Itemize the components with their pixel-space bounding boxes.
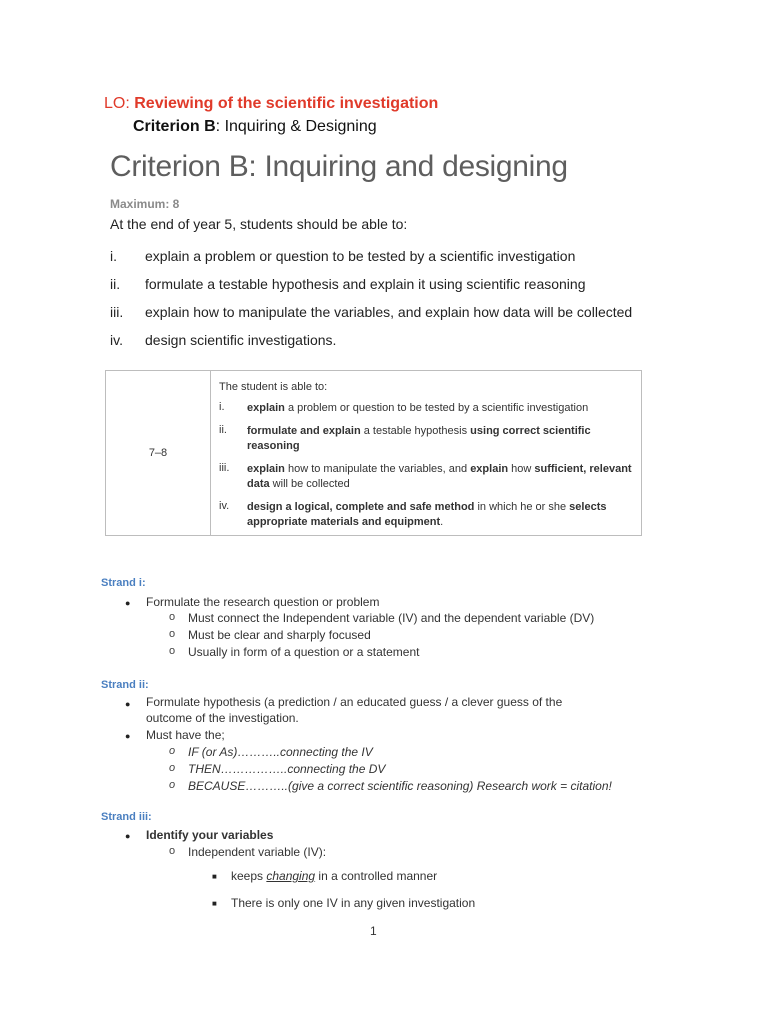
objective-number: iii. <box>110 304 124 320</box>
objective-text: design scientific investigations. <box>145 332 337 348</box>
strand-3-subbullet: Independent variable (IV): <box>188 845 327 859</box>
strand-2-subbullet: THEN……………..connecting the DV <box>188 762 386 776</box>
bullet-dot-icon: ● <box>125 731 131 741</box>
bullet-dot-icon: ● <box>125 598 131 608</box>
rubric-table <box>105 370 642 536</box>
objective-text: explain a problem or question to be tested by a scientific investigation <box>145 248 576 264</box>
rubric-bold-text: sufficient, relevant data <box>247 463 632 490</box>
rubric-bold-text: explain <box>247 463 285 475</box>
strand-2-subbullet: IF (or As)………..connecting the IV <box>188 745 373 759</box>
rubric-bold-text: using correct scientific reasoning <box>247 425 591 452</box>
criterion-title: Criterion B: Inquiring and designing <box>110 150 568 183</box>
strand-1-subbullet: Must connect the Independent variable (IV) and the dependent variable (DV) <box>188 611 595 625</box>
rubric-row-number: iii. <box>219 462 230 474</box>
circle-bullet-icon: o <box>169 611 176 623</box>
rubric-plain-text: how to manipulate the variables, and <box>284 463 471 475</box>
rubric-plain-text: in which he or she <box>474 501 570 513</box>
lo-prefix: LO: <box>104 95 135 112</box>
objectives-intro: At the end of year 5, students should be able to: <box>110 216 408 232</box>
rubric-bold-text: selects appropriate materials and equipment <box>247 501 607 528</box>
rubric-plain-text: a testable hypothesis <box>360 425 471 437</box>
rubric-plain-text: will be collected <box>269 478 350 490</box>
rubric-bold-text: formulate and explain <box>247 425 361 437</box>
rubric-row-number: i. <box>219 401 225 413</box>
page-number: 1 <box>370 924 377 938</box>
circle-bullet-icon: o <box>169 779 176 791</box>
strand-3-square-pre: keeps <box>231 869 267 883</box>
strand-3-square-item: There is only one IV in any given investigation <box>231 896 476 910</box>
rubric-row <box>219 500 637 530</box>
objective-item <box>110 248 670 276</box>
objective-item <box>110 276 670 304</box>
rubric-bold-text: design a logical, complete and safe method <box>247 501 475 513</box>
rubric-row <box>219 462 637 492</box>
strand-2-subbullet: BECAUSE………..(give a correct scientific reasoning) Research work = citation! <box>188 779 612 793</box>
objectives-list <box>110 248 670 360</box>
circle-bullet-icon: o <box>169 628 176 640</box>
rubric-bold-text: explain <box>247 402 285 414</box>
rubric-row <box>219 424 637 454</box>
circle-bullet-icon: o <box>169 845 176 857</box>
strand-3-square-underlined: changing <box>266 869 316 883</box>
rubric-lead: The student is able to: <box>219 381 328 393</box>
rubric-plain-text: how <box>508 463 535 475</box>
objective-number: ii. <box>110 276 121 292</box>
objective-number: iv. <box>110 332 123 348</box>
strand-1-subbullet: Usually in form of a question or a statement <box>188 645 420 659</box>
rubric-row-text <box>247 462 637 492</box>
strand-1-subbullet: Must be clear and sharply focused <box>188 628 371 642</box>
rubric-descriptor <box>219 381 637 538</box>
strand-1-heading: Strand i: <box>101 577 146 589</box>
lo-title: Reviewing of the scientific investigation <box>134 95 439 112</box>
circle-bullet-icon: o <box>169 762 176 774</box>
rubric-plain-text: a problem or question to be tested by a scientific investigation <box>284 402 589 414</box>
bullet-dot-icon: ● <box>125 699 131 709</box>
rubric-row-number: iv. <box>219 500 230 512</box>
rubric-row-text <box>247 424 637 454</box>
strand-2-heading: Strand ii: <box>101 679 149 691</box>
rubric-row-number: ii. <box>219 424 227 436</box>
objective-item <box>110 304 670 332</box>
square-bullet-icon: ■ <box>212 899 217 908</box>
strand-3-square-post: in a controlled manner <box>315 869 438 883</box>
rubric-row-text <box>247 401 637 416</box>
strand-3-square-item <box>231 869 437 883</box>
objective-number: i. <box>110 248 117 264</box>
objective-item <box>110 332 670 360</box>
strand-3-bullet: Identify your variables <box>146 828 274 842</box>
rubric-bold-text: explain <box>470 463 509 475</box>
circle-bullet-icon: o <box>169 645 176 657</box>
square-bullet-icon: ■ <box>212 872 217 881</box>
rubric-plain-text: . <box>440 516 444 528</box>
objective-text: explain how to manipulate the variables, and explain how data will be collected <box>145 304 633 320</box>
strand-2-bullet: Must have the; <box>146 728 225 742</box>
rubric-band-label: 7–8 <box>148 447 168 459</box>
lo-heading <box>104 95 438 113</box>
criterion-subheading-bold: Criterion B <box>133 118 216 135</box>
circle-bullet-icon: o <box>169 745 176 757</box>
strand-3-heading: Strand iii: <box>101 811 152 823</box>
rubric-row <box>219 401 637 416</box>
strand-2-bullet-line-2: outcome of the investigation. <box>146 711 299 725</box>
criterion-subheading <box>133 118 377 136</box>
strand-2-bullet-line-1: Formulate hypothesis (a prediction / an educated guess / a clever guess of the <box>146 695 563 709</box>
strand-1-bullet: Formulate the research question or problem <box>146 595 380 609</box>
rubric-row-text <box>247 500 637 530</box>
maximum-label: Maximum: 8 <box>110 197 180 211</box>
objective-text: formulate a testable hypothesis and explain it using scientific reasoning <box>145 276 586 292</box>
criterion-subheading-rest: : Inquiring & Designing <box>215 118 377 135</box>
bullet-dot-icon: ● <box>125 831 131 841</box>
